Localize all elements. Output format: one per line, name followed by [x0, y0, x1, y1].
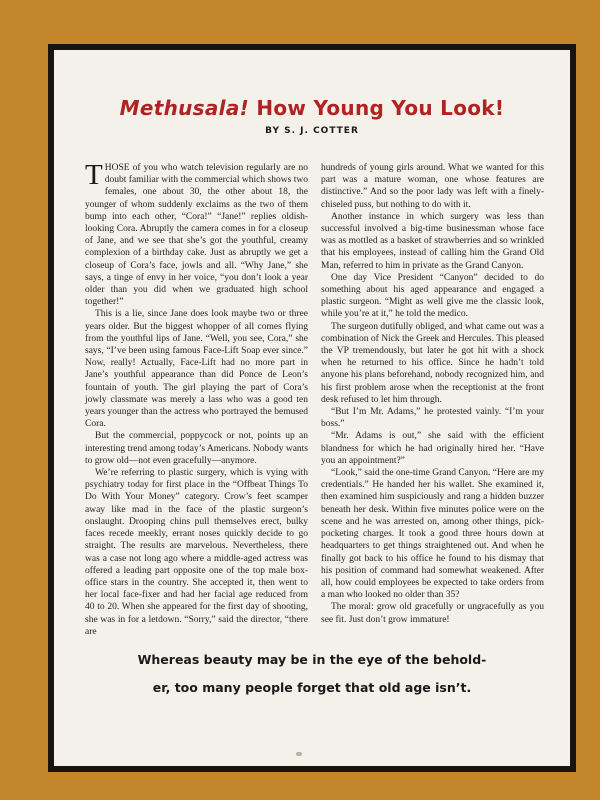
pull-quote [70, 646, 554, 702]
lead-word: HOSE [104, 163, 130, 173]
paragraph: This is a lie, since Jane does look maybe two or three years older. But the biggest whopper of all comes flying from the youthful lips of Jane. “Well, you see, Cora,” she says, “I’ve been using famous Face-Lift Soap ever since.” Now, really! Actually, Face-Lift had no more part in Jane’s youthful appearance than did Ponce de Leon’s fountain of youth. The girl playing the part of Cora’s jowly classmate was merely a lass who was a good ten years younger than the actress who portrayed the bemused Cora. [85, 309, 308, 430]
paragraph: The moral: grow old gracefully or ungracefully as you see fit. Just don’t grow immature! [321, 602, 544, 625]
pull-quote-line: Whereas beauty may be in the eye of the behold- [137, 652, 487, 667]
paragraph: The surgeon dutifully obliged, and what came out was a combination of Nick the Greek and Hercules. This pleased the VP tremendously, but later he got hit with a shock when he returned to his office. Since he hadn’t told anyone his plans beforehand, nobody recognized him, and his first problem arose when the receptionist at the front desk refused to let him through. [321, 321, 544, 405]
byline: BY S. J. COTTER [265, 126, 359, 136]
paragraph: Another instance in which surgery was less than successful involved a big-time businessman whose face was as mottled as a basket of strawberries and so wrinkled that his employees, instead of calling him the Grand Old Man, referred to him in private as the Grand Canyon. [321, 211, 544, 271]
title-italic: Methusala! [119, 96, 250, 120]
drop-cap: T [85, 159, 103, 191]
paragraph-text: of you who watch television regularly are no doubt familiar with the commercial which shows two females, one about 30, the other about 18, the younger of whom suddenly exclaims as the two of them bump into each other, “Cora!” “Jane!” replies oldish-looking Cora. Abruptly the camera comes in for a closeup of Jane, and we see that she’s got the youthful, creamy complexion of a birthday cake. Just as abruptly we get a closeup of Cora’s face, jowls and all. “Why Jane,” she says, a tinge of envy in her voice, “you don’t look a year older than you did when we graduated high school together!” [85, 163, 308, 308]
article-title [54, 96, 570, 120]
paragraph [85, 159, 308, 308]
page-mark [296, 752, 302, 756]
paragraph: “But I’m Mr. Adams,” he protested vainly. “I’m your boss.” [321, 407, 544, 430]
paragraph: We’re referring to plastic surgery, which is vying with psychiatry today for first place in the “Offbeat Things To Do With Your Money” category. Crow’s feet scamper away like mad in the face of the plastic surgeon’s onslaught. Drooping chins pull themselves erect, bulky faces recede meekly, errant noses quickly decide to go straight. The results are marvelous. Nevertheless, there was a case not long ago where a middle-aged actress was offered a leading part opposite one of the top male box-office stars in the country. She accepted it, then went to her local face-fixer and had her facial age reduced from 40 to 20. When she appeared for the first day of shooting, she was in for a letdown. “Sorry,” said the director, “there are [85, 468, 308, 637]
left-column [85, 159, 308, 638]
right-column [321, 162, 544, 626]
paragraph: But the commercial, poppycock or not, points up an interesting trend among today’s Americans. Nobody wants to grow old—not even gracefully—anymore. [85, 431, 308, 466]
title-rest: How Young You Look! [256, 96, 505, 120]
paragraph: “Mr. Adams is out,” she said with the efficient blandness for which he had originally hired her. “Have you an appointment?” [321, 431, 544, 466]
pull-quote-line: er, too many people forget that old age isn’t. [152, 680, 472, 695]
paragraph: hundreds of young girls around. What we wanted for this part was a mature woman, one whose features are distinctive.” And so the poor lady was left with a finely-chiseled puss, but nothing to do with it. [321, 163, 544, 210]
paragraph: “Look,” said the one-time Grand Canyon. “Here are my credentials.” He handed her his wallet. She examined it, then examined him suspiciously and rang a hidden buzzer beneath her desk. Within five minutes police were on the scene and he was arrested on, among other things, pick-pocketing charges. It took a good three hours down at headquarters to get things straightened out. And when he finally got back to his office he found to his dismay that his position of command had somewhat weakened. After all, how could employees be expected to take orders from a man who looked no older than 35? [321, 468, 544, 601]
paragraph: One day Vice President “Canyon” decided to do something about his aged appearance and engaged a plastic surgeon. “Might as well give me the classic look, while you’re at it,” he told the medico. [321, 272, 544, 320]
